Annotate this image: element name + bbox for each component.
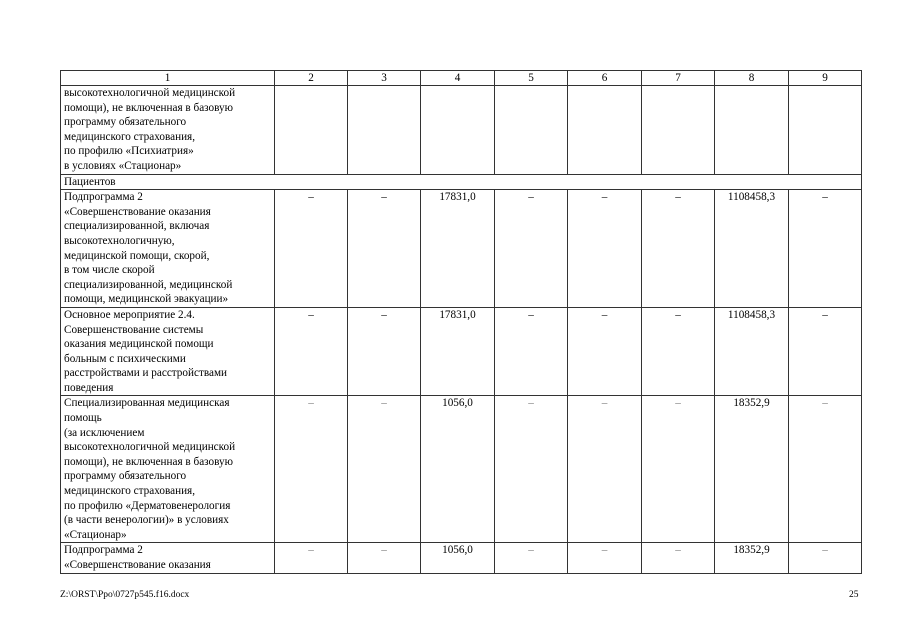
col-header: 1 (61, 71, 275, 86)
table-row (61, 307, 862, 396)
table-cell: – (495, 543, 568, 573)
table-cell: – (275, 543, 348, 573)
table-cell: – (348, 307, 421, 396)
table-cell: 17831,0 (421, 307, 495, 396)
row-description: высокотехнологичной медицинской помощи), не включенная в базовую программу обязательного медицинского страхования, по профилю «Психиатрия» в условиях «Стационар» (61, 86, 275, 175)
table-cell (642, 86, 715, 175)
col-header: 9 (789, 71, 862, 86)
table-cell (348, 86, 421, 175)
col-header: 8 (715, 71, 789, 86)
col-header: 4 (421, 71, 495, 86)
table-cell: – (495, 190, 568, 308)
table-cell: – (642, 190, 715, 308)
table-cell: – (789, 307, 862, 396)
col-header: 6 (568, 71, 642, 86)
footer-file-path: Z:\ORST\Ppo\0727p545.f16.docx (60, 590, 190, 600)
table-cell: – (275, 190, 348, 308)
table-cell (789, 86, 862, 175)
table-row (61, 190, 862, 308)
table-cell: 18352,9 (715, 543, 789, 573)
table-row (61, 86, 862, 175)
table-cell: 1056,0 (421, 396, 495, 543)
table-cell: – (348, 543, 421, 573)
table-cell: – (348, 396, 421, 543)
table-cell: – (275, 307, 348, 396)
table-cell: – (789, 190, 862, 308)
table-row (61, 543, 862, 573)
table-cell: – (348, 190, 421, 308)
table-cell: – (568, 543, 642, 573)
row-description: Подпрограмма 2 «Совершенствование оказания специализированной, включая высокотехнологичную, медицинской помощи, скорой, в том числе скорой специализированной, медицинской помощи, медицинской эвакуации» (61, 190, 275, 308)
table-cell (715, 86, 789, 175)
page-number: 25 (849, 590, 859, 600)
table-cell: – (568, 190, 642, 308)
table-cell (568, 86, 642, 175)
data-table (60, 70, 862, 574)
row-description: Подпрограмма 2 «Совершенствование оказания (61, 543, 275, 573)
table-cell: – (275, 396, 348, 543)
row-description: Основное мероприятие 2.4. Совершенствование системы оказания медицинской помощи больным с психическими расстройствами и расстройствами поведения (61, 307, 275, 396)
col-header: 2 (275, 71, 348, 86)
table-cell: – (568, 307, 642, 396)
col-header: 7 (642, 71, 715, 86)
table-cell: – (495, 307, 568, 396)
section-row (61, 174, 862, 190)
col-header: 3 (348, 71, 421, 86)
table-cell: – (642, 396, 715, 543)
table-cell: – (789, 396, 862, 543)
table-cell: – (642, 543, 715, 573)
section-label: Пациентов (61, 174, 862, 190)
table-cell: 1108458,3 (715, 190, 789, 308)
column-number-row (61, 71, 862, 86)
table-cell: 18352,9 (715, 396, 789, 543)
table-row (61, 396, 862, 543)
table-cell: – (495, 396, 568, 543)
table-cell (421, 86, 495, 175)
col-header: 5 (495, 71, 568, 86)
table-cell (495, 86, 568, 175)
table-cell: 17831,0 (421, 190, 495, 308)
table-cell: 1056,0 (421, 543, 495, 573)
table-cell: 1108458,3 (715, 307, 789, 396)
table-cell: – (568, 396, 642, 543)
table-cell (275, 86, 348, 175)
row-description: Специализированная медицинская помощь (за исключением высокотехнологичной медицинской помощи), не включенная в базовую программу обязательного медицинского страхования, по профилю «Дерматовенерология (в части венерологии)» в условиях «Стационар» (61, 396, 275, 543)
table-cell: – (642, 307, 715, 396)
table-cell: – (789, 543, 862, 573)
